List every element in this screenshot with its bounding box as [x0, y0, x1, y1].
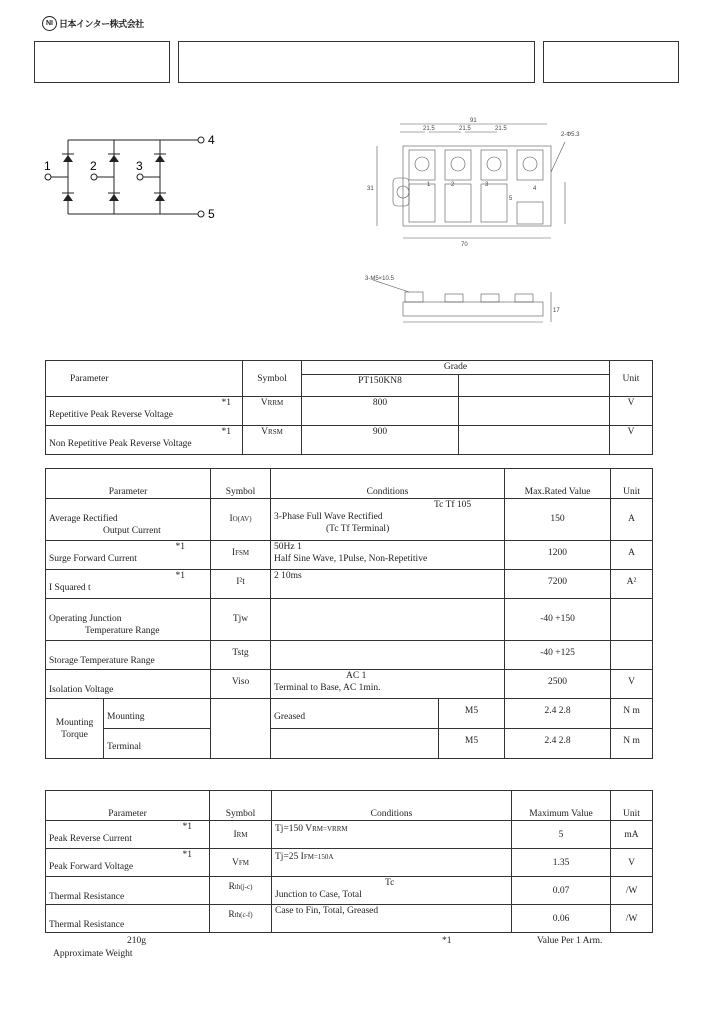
t3-header-value: Maximum Value	[512, 791, 611, 821]
t2-header-parameter: Parameter	[46, 469, 211, 499]
table-row: *1 Non Repetitive Peak Reverse Voltage VRSM 900 V	[46, 426, 653, 455]
dim-hole: 2-Φ5.3	[561, 132, 580, 138]
table-row: *1 Peak Reverse Current IRM Tj=150 VRM=VRRM 5 mA	[46, 821, 653, 849]
weight-value: 210g	[127, 936, 146, 946]
terminal-3-label: 3	[136, 159, 143, 173]
terminal-5-label: 5	[208, 207, 215, 221]
table-row: Average Rectified Output Current IO(AV) Tc Tf 105 3-Phase Full Wave Rectified (Tc Tf Terminal) 150 A	[46, 499, 653, 541]
dim-pitch-1: 21.5	[423, 126, 435, 132]
company-name: 日本インター株式会社	[59, 20, 144, 30]
table-row: Isolation Voltage Viso AC 1 Terminal to Base, AC 1min. 2500 V	[46, 670, 653, 699]
outline-top-view	[365, 112, 585, 252]
pin-4-label: 4	[533, 186, 537, 192]
logo-mark-icon: NI	[42, 16, 57, 31]
circuit-diagram	[38, 128, 228, 224]
table-row: *1 Surge Forward Current IFSM 50Hz 1 Half Sine Wave, 1Pulse, Non-Repetitive 1200 A	[46, 541, 653, 570]
header-box-left	[34, 41, 170, 83]
t1-header-grade: Grade	[302, 361, 610, 375]
t1-header-unit: Unit	[610, 361, 653, 397]
t1-header-blank	[459, 375, 610, 397]
max-ratings-table	[45, 468, 653, 759]
company-logo	[42, 16, 144, 31]
terminal-1-label: 1	[44, 159, 51, 173]
t3-header-unit: Unit	[611, 791, 653, 821]
header-box-center	[178, 41, 535, 83]
dim-width: 70	[461, 242, 468, 248]
dim-overall: 91	[470, 118, 477, 124]
weight-label: Approximate Weight	[53, 949, 133, 959]
pin-1-label: 1	[427, 182, 431, 188]
table-row: Thermal Resistance Rth(j-c) Tc Junction to Case, Total 0.07 /W	[46, 877, 653, 905]
t1-header-part: PT150KN8	[302, 375, 459, 397]
t2-header-unit: Unit	[611, 469, 653, 499]
dim-screws: 3-M5×10.5	[365, 276, 394, 282]
t3-header-conditions: Conditions	[272, 791, 512, 821]
outline-side-view	[365, 272, 565, 332]
pin-2-label: 2	[451, 182, 455, 188]
table-row: *1 Peak Forward Voltage VFM Tj=25 IFM=150A 1.35 V	[46, 849, 653, 877]
t1-header-parameter: Parameter	[46, 361, 243, 397]
dim-height: 31	[367, 186, 374, 192]
t2-header-value: Max.Rated Value	[505, 469, 611, 499]
t2-header-symbol: Symbol	[211, 469, 271, 499]
note-mark: *1	[442, 936, 452, 946]
table-row: Storage Temperature Range Tstg -40 +125	[46, 641, 653, 670]
table-row: Mounting Torque Mounting Greased M5 2.4 2.8 N m	[46, 699, 653, 729]
t3-header-parameter: Parameter	[46, 791, 210, 821]
electrical-characteristics-table	[45, 790, 653, 933]
pin-5-label: 5	[509, 196, 513, 202]
terminal-4-label: 4	[208, 133, 215, 147]
voltage-ratings-table	[45, 360, 653, 455]
table-row: *1 I Squared t I²t 2 10ms 7200 A²	[46, 570, 653, 599]
header-box-right	[543, 41, 679, 83]
table-row: Operating Junction Temperature Range Tjw -40 +150	[46, 599, 653, 641]
t1-header-symbol: Symbol	[243, 361, 302, 397]
dim-pitch-3: 21.5	[495, 126, 507, 132]
dim-side-height: 17	[553, 308, 560, 314]
table-row: *1 Repetitive Peak Reverse Voltage VRRM 800 V	[46, 397, 653, 426]
note-text: Value Per 1 Arm.	[537, 936, 603, 946]
table-row: Thermal Resistance Rth(c-f) Case to Fin, Total, Greased 0.06 /W	[46, 905, 653, 933]
t2-header-conditions: Conditions	[271, 469, 505, 499]
table-row: Terminal M5 2.4 2.8 N m	[46, 729, 653, 759]
pin-3-label: 3	[485, 182, 489, 188]
t3-header-symbol: Symbol	[210, 791, 272, 821]
terminal-2-label: 2	[90, 159, 97, 173]
dim-pitch-2: 21.5	[459, 126, 471, 132]
